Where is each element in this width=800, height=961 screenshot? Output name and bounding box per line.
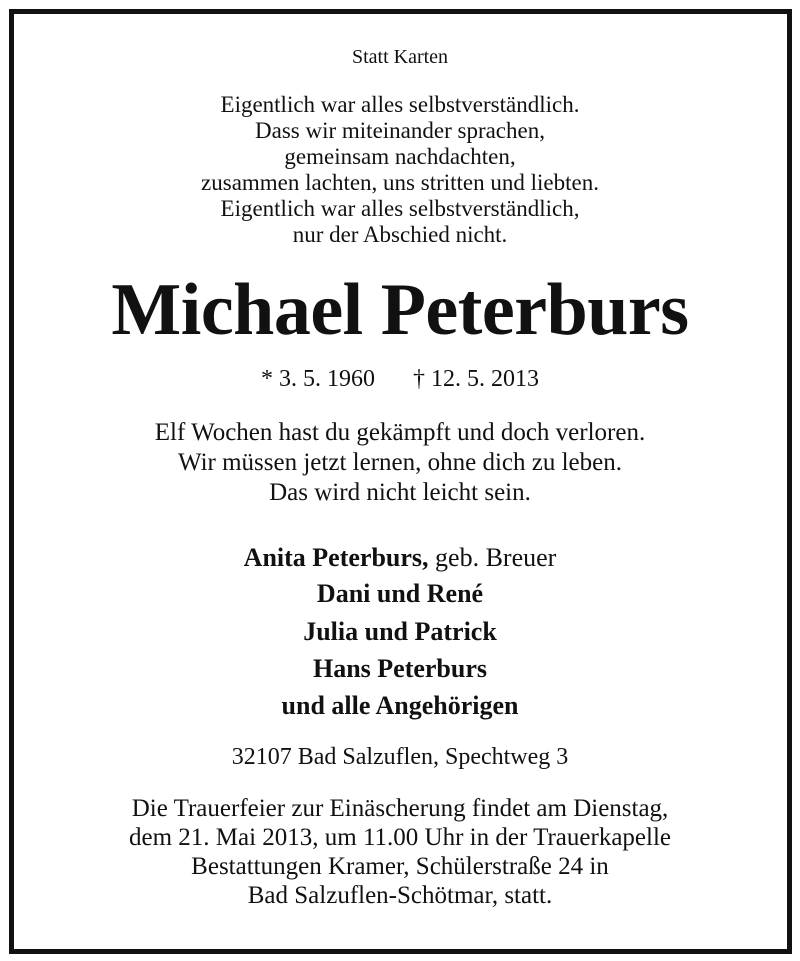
family-first-name: Anita Peterburs,: [243, 543, 429, 572]
family-member: und alle Angehörigen: [281, 691, 519, 720]
deceased-name: Michael Peterburs: [111, 269, 689, 351]
family-member: Hans Peterburs: [312, 654, 488, 683]
family-member: Julia und Patrick: [303, 617, 497, 646]
verse-line: Wir müssen jetzt lernen, ohne dich zu leben.: [178, 449, 622, 476]
life-dates: [0, 366, 800, 393]
poem-line: zusammen lachten, uns stritten und liebten.: [201, 170, 599, 195]
funeral-line: dem 21. Mai 2013, um 11.00 Uhr in der Trauerkapelle: [128, 824, 672, 851]
verse-line: Elf Wochen hast du gekämpft und doch verloren.: [154, 419, 646, 446]
poem-line: nur der Abschied nicht.: [292, 222, 508, 247]
funeral-line: Bad Salzuflen-Schötmar, statt.: [247, 882, 553, 909]
poem-line: Eigentlich war alles selbstverständlich.: [220, 92, 580, 117]
funeral-line: Die Trauerfeier zur Einäscherung findet am Dienstag,: [131, 795, 669, 822]
family-first-line: [0, 540, 800, 576]
header-text: Statt Karten: [351, 46, 449, 68]
family-member: Dani und René: [316, 579, 484, 608]
death-date: † 12. 5. 2013: [413, 366, 539, 392]
poem-line: gemeinsam nachdachten,: [284, 144, 516, 169]
address: 32107 Bad Salzuflen, Spechtweg 3: [231, 744, 569, 770]
birth-date: * 3. 5. 1960: [261, 366, 375, 392]
poem-line: Eigentlich war alles selbstverständlich,: [220, 196, 580, 221]
funeral-line: Bestattungen Kramer, Schülerstraße 24 in: [191, 853, 609, 880]
verse-line: Das wird nicht leicht sein.: [269, 479, 531, 506]
family-first-suffix: geb. Breuer: [428, 543, 557, 572]
poem-line: Dass wir miteinander sprachen,: [255, 118, 545, 143]
